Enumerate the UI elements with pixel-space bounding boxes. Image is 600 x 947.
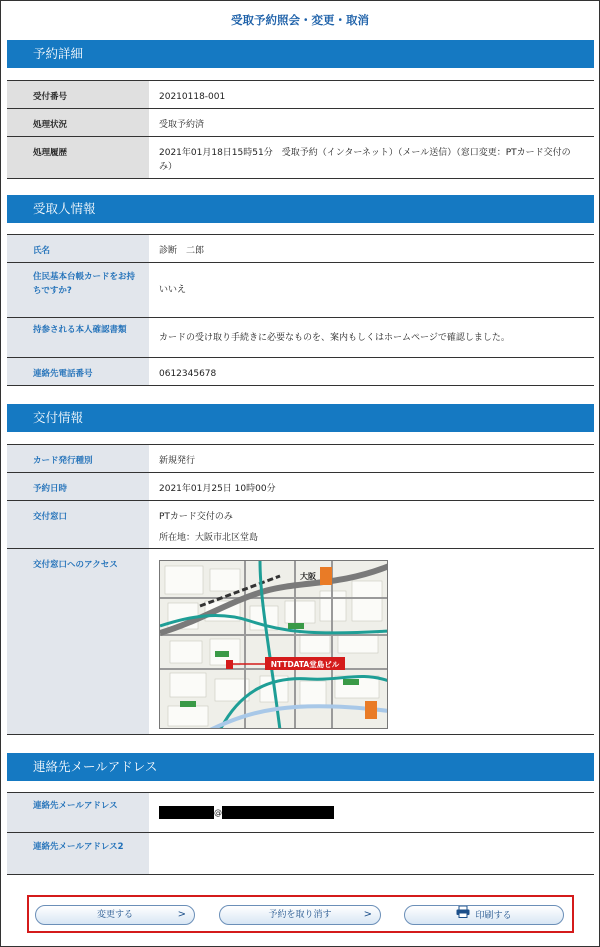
map-district-label: 大阪 <box>300 572 316 581</box>
processing-status: 受取予約済 <box>149 109 594 137</box>
row-label: 受付番号 <box>7 81 149 109</box>
table-row <box>7 833 594 875</box>
contact-phone: 0612345678 <box>149 358 594 386</box>
id-documents: カードの受け取り手続きに必要なものを、案内もしくはホームページで確認しました。 <box>149 318 594 358</box>
page-title: 受取予約照会・変更・取消 <box>231 13 369 27</box>
card-issue-type: 新規発行 <box>149 445 594 473</box>
printer-icon <box>456 906 470 925</box>
email-at-sign: @ <box>214 807 222 817</box>
redacted-email-local <box>159 806 214 819</box>
cancel-reservation-button[interactable] <box>219 905 381 925</box>
table-row <box>7 81 594 109</box>
row-label: 住民基本台帳カードをお持ちですか? <box>7 263 149 318</box>
table-row <box>7 445 594 473</box>
map-building-label: NTTDATA堂島ビル <box>270 660 340 669</box>
cancel-button-label: 予約を取り消す <box>268 910 332 920</box>
row-label: 処理履歴 <box>7 137 149 179</box>
chevron-right-icon: > <box>363 909 372 920</box>
table-row <box>7 549 594 735</box>
chevron-right-icon: > <box>177 909 186 920</box>
row-label: 予約日時 <box>7 473 149 501</box>
section-header-issuance: 交付情報 <box>7 404 594 432</box>
row-label: 氏名 <box>7 235 149 263</box>
row-label: 交付窓口 <box>7 501 149 549</box>
row-label: 連絡先電話番号 <box>7 358 149 386</box>
table-row <box>7 263 594 318</box>
row-label: 交付窓口へのアクセス <box>7 549 149 735</box>
processing-history: 2021年01月18日15時51分 受取予約（インターネット）（メール送信）（窓口変更：PTカード交付のみ） <box>149 137 594 179</box>
section-header-recipient: 受取人情報 <box>7 195 594 223</box>
print-button-label: 印刷する <box>475 911 512 921</box>
table-row <box>7 318 594 358</box>
section-header-email: 連絡先メールアドレス <box>7 753 594 781</box>
reservation-datetime: 2021年01月25日 10時00分 <box>149 473 594 501</box>
button-area-highlight <box>27 895 574 933</box>
section-header-reservation: 予約詳細 <box>7 40 594 68</box>
issuance-table <box>7 444 594 735</box>
table-row <box>7 793 594 833</box>
row-label: 連絡先メールアドレス2 <box>7 833 149 875</box>
reservation-table <box>7 80 594 179</box>
redacted-email-domain <box>222 806 334 819</box>
issuance-address: 所在地：大阪市北区堂島 <box>159 533 259 543</box>
resident-card-answer: いいえ <box>149 263 594 318</box>
table-row <box>7 501 594 549</box>
recipient-name: 診断 二郎 <box>149 235 594 263</box>
print-button[interactable] <box>404 905 564 925</box>
email-address-2 <box>149 833 594 875</box>
row-label: 持参される本人確認書類 <box>7 318 149 358</box>
issuance-window: PTカード交付のみ <box>159 512 233 522</box>
change-button-label: 変更する <box>96 910 133 920</box>
recipient-table <box>7 234 594 386</box>
change-button[interactable] <box>35 905 195 925</box>
table-row <box>7 358 594 386</box>
reception-number: 20210118-001 <box>149 81 594 109</box>
table-row <box>7 473 594 501</box>
row-label: カード発行種別 <box>7 445 149 473</box>
access-map <box>159 560 388 729</box>
email-table <box>7 792 594 875</box>
row-label: 連絡先メールアドレス <box>7 793 149 833</box>
row-label: 処理状況 <box>7 109 149 137</box>
table-row <box>7 235 594 263</box>
table-row <box>7 109 594 137</box>
table-row <box>7 137 594 179</box>
